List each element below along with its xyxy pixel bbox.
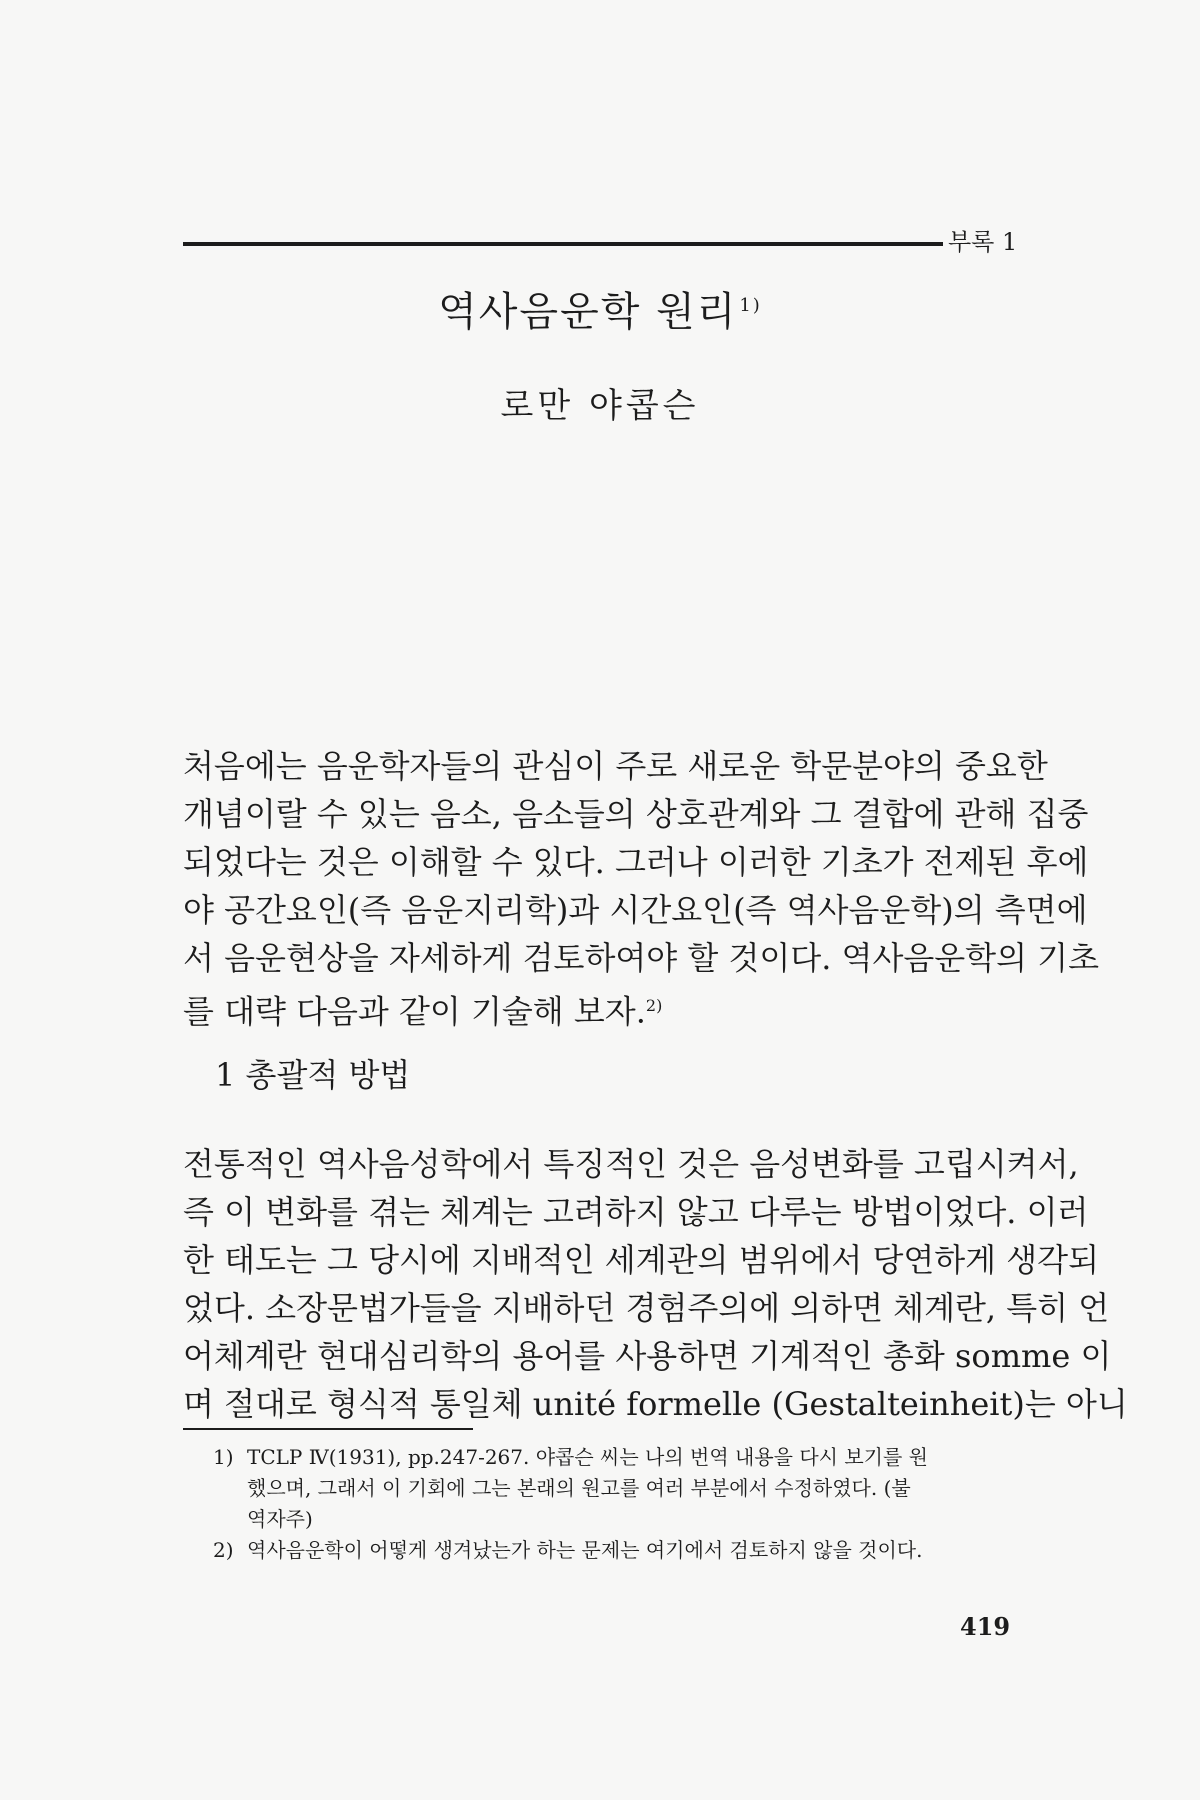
footnotes	[213, 1442, 1023, 1566]
chapter-title-text: 역사음운학 원리	[438, 289, 738, 335]
author-name: 로만 야콥슨	[500, 386, 700, 426]
footnote-2	[213, 1535, 1023, 1566]
paragraph-line-text: 를 대략 다음과 같이 기술해 보자.	[183, 992, 646, 1031]
footnote-text: 했으며, 그래서 이 기회에 그는 본래의 원고를 여러 부분에서 수정하였다. (불	[247, 1476, 911, 1500]
paragraph-line: 야 공간요인(즉 음운지리학)과 시간요인(즉 역사음운학)의 측면에	[183, 891, 1088, 929]
intro-paragraph	[183, 742, 1100, 1031]
footnote-rule	[183, 1428, 473, 1430]
chapter-title	[0, 280, 1200, 337]
paragraph-line: 한 태도는 그 당시에 지배적인 세계관의 범위에서 당연하게 생각되	[183, 1241, 1100, 1279]
footnote-text: 역자주)	[247, 1507, 313, 1531]
footnote-number: 2)	[213, 1538, 234, 1562]
paragraph-line: 되었다는 것은 이해할 수 있다. 그러나 이러한 기초가 전제된 후에	[183, 843, 1089, 881]
paragraph-line-last	[183, 982, 1023, 1030]
paragraph-line: 어체계란 현대심리학의 용어를 사용하면 기계적인 총화 somme 이	[183, 1337, 1112, 1375]
paragraph-line: 었다. 소장문법가들을 지배하던 경험주의에 의하면 체계란, 특히 언	[183, 1289, 1110, 1327]
section-heading: 1 총괄적 방법	[215, 1056, 411, 1094]
paragraph-line: 처음에는 음운학자들의 관심이 주로 새로운 학문분야의 중요한	[183, 747, 1048, 785]
footnote-1	[213, 1442, 1023, 1535]
paragraph-line: 며 절대로 형식적 통일체 unité formelle (Gestalteinheit)는 아니	[183, 1385, 1128, 1423]
paragraph-line: 전통적인 역사음성학에서 특징적인 것은 음성변화를 고립시켜서,	[183, 1145, 1079, 1183]
paragraph-line: 즉 이 변화를 겪는 체계는 고려하지 않고 다루는 방법이었다. 이러	[183, 1193, 1089, 1231]
footnote-text: 역사음운학이 어떻게 생겨났는가 하는 문제는 여기에서 검토하지 않을 것이다.	[247, 1538, 923, 1562]
title-footnote-marker: 1)	[739, 294, 762, 316]
paragraph-line: 서 음운현상을 자세하게 검토하여야 할 것이다. 역사음운학의 기초	[183, 939, 1100, 977]
appendix-label: 부록 1	[944, 222, 1028, 257]
section1-paragraph	[183, 1140, 1128, 1428]
paragraph-line: 개념이랄 수 있는 음소, 음소들의 상호관계와 그 결합에 관해 집중	[183, 795, 1089, 833]
footnote-text: TCLP Ⅳ(1931), pp.247-267. 야콥슨 씨는 나의 번역 내용을 다시 보기를 원	[247, 1445, 928, 1469]
footnote-marker-2: 2)	[645, 996, 663, 1015]
page-number: 419	[960, 1612, 1011, 1641]
footnote-number: 1)	[213, 1445, 234, 1469]
header-rule	[183, 242, 943, 246]
